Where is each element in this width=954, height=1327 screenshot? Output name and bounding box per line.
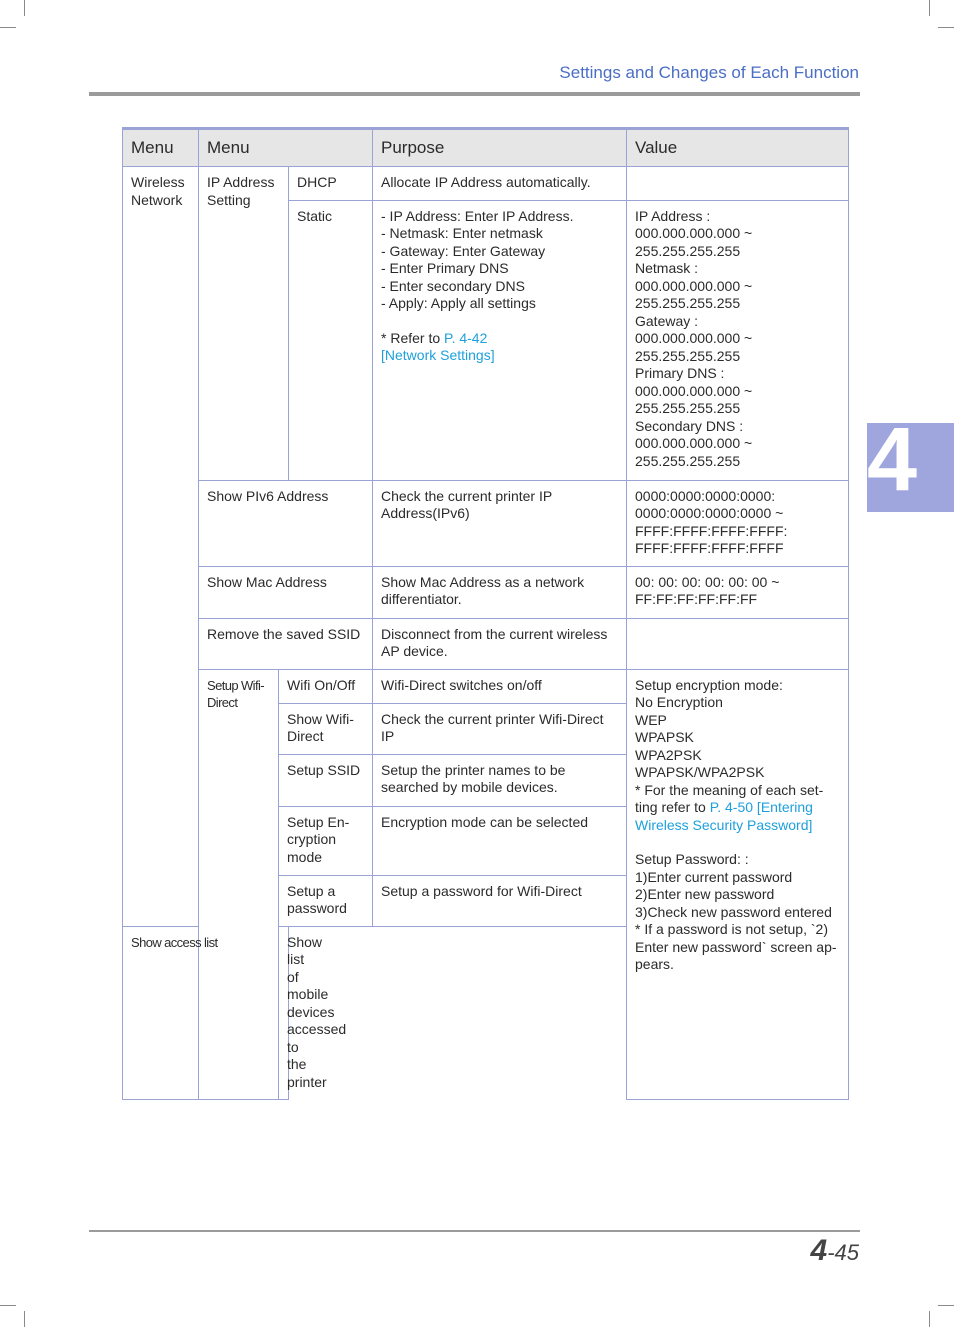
dhcp-value [627, 167, 849, 201]
wifi-password-note: * If a password is not setup, `2) Enter new password` screen ap-pears. [635, 921, 837, 972]
setup-encryption-purpose: Encryption mode can be selected [373, 806, 627, 875]
static-purpose-line: - Netmask: Enter netmask [381, 225, 543, 241]
setup-password-purpose: Setup a password for Wifi-Direct [373, 875, 627, 926]
crop-mark [0, 1305, 16, 1306]
crop-mark [938, 1305, 954, 1306]
setup-password-label: Setup a password [279, 875, 373, 926]
show-access-list-purpose: Show list of mobile devices accessed to the printer [279, 926, 289, 1100]
static-value-line: 255.255.255.255 [635, 242, 741, 259]
static-value-line: 000.000.000.000 ~ [635, 382, 753, 399]
chapter-tab [867, 423, 954, 512]
ipv6-value-line: 0000:0000:0000:0000: [635, 487, 776, 504]
wireless-network-cell: Wireless Network [123, 167, 199, 927]
mac-value [627, 566, 849, 618]
remove-ssid-label: Remove the saved SSID [199, 618, 373, 669]
wifi-value-line: Setup encryption mode: [635, 676, 783, 693]
wifi-value-line: WPAPSK [635, 729, 694, 745]
wifi-value-note: * For the meaning of each set-ting refer to [635, 781, 824, 815]
static-value-line: 000.000.000.000 ~ [635, 277, 753, 294]
mac-value-line: FF:FF:FF:FF:FF:FF [635, 591, 758, 607]
static-value-line: Secondary DNS : [635, 417, 744, 434]
static-value-line: Gateway : [635, 312, 699, 329]
wifi-password-line: 1)Enter current password [635, 868, 793, 885]
wifi-password-line: 2)Enter new password [635, 886, 775, 902]
static-value-line: 000.000.000.000 ~ [635, 435, 753, 451]
ipv6-value-line: 0000:0000:0000:0000 ~ [635, 505, 784, 521]
footer-rule [89, 1230, 860, 1232]
setup-ssid-purpose: Setup the printer names to be searched by mobile devices. [373, 754, 627, 806]
crop-mark [938, 27, 954, 28]
static-purpose-line: - Apply: Apply all settings [381, 295, 536, 311]
static-label: Static [289, 200, 373, 480]
wifi-value-line: WEP [635, 711, 667, 728]
settings-table [122, 127, 849, 1100]
remove-ssid-value [627, 618, 849, 669]
show-wifi-direct-purpose: Check the current printer Wifi-Direct IP [373, 703, 627, 754]
wifi-password-line: 3)Check new password entered [635, 903, 832, 920]
remove-ssid-purpose: Disconnect from the current wireless AP device. [373, 618, 627, 669]
header-menu-2: Menu [199, 129, 373, 167]
static-value-line: 000.000.000.000 ~ [635, 330, 753, 346]
static-purpose-line: - Enter secondary DNS [381, 277, 525, 294]
setup-ssid-label: Setup SSID [279, 754, 373, 806]
mac-label: Show Mac Address [199, 566, 373, 618]
static-value-line: IP Address : [635, 207, 711, 224]
wifi-password-line: Setup Password: : [635, 851, 749, 867]
chapter-tab-number: 4 [867, 423, 918, 510]
ipv6-purpose: Check the current printer IP Address(IPv6) [373, 480, 627, 566]
crop-mark [0, 27, 16, 28]
static-value-line: 255.255.255.255 [635, 347, 741, 364]
header-purpose: Purpose [373, 129, 627, 167]
static-purpose-line: - Enter Primary DNS [381, 260, 509, 276]
crop-mark [929, 0, 930, 16]
static-value-line: Netmask : [635, 260, 699, 276]
static-purpose [373, 200, 627, 480]
wifi-value-line: WPAPSK/WPA2PSK [635, 764, 765, 780]
wifi-value-line: WPA2PSK [635, 746, 702, 763]
ipv6-value-line: FFFF:FFFF:FFFF:FFFF [635, 540, 784, 556]
static-purpose-line: - Gateway: Enter Gateway [381, 242, 546, 259]
refer-link-page[interactable]: P. 4-42 [444, 329, 488, 346]
crop-mark [24, 0, 25, 16]
header-rule [89, 92, 860, 96]
static-value-line: 255.255.255.255 [635, 452, 741, 469]
wifi-direct-label: Setup Wifi-Direct [199, 669, 279, 1100]
ip-setting-cell: IP Address Setting [199, 167, 289, 481]
mac-value-line: 00: 00: 00: 00: 00: 00 ~ [635, 573, 780, 590]
static-value [627, 200, 849, 480]
static-value-line: 255.255.255.255 [635, 400, 741, 416]
table-header-row [123, 129, 849, 167]
static-purpose-line: - IP Address: Enter IP Address. [381, 207, 574, 224]
static-value-line: 255.255.255.255 [635, 295, 741, 311]
ipv6-label: Show PIv6 Address [199, 480, 373, 566]
table-row [123, 566, 849, 618]
header-menu-1: Menu [123, 129, 199, 167]
dhcp-purpose: Allocate IP Address automatically. [373, 167, 627, 201]
page-chapter: 4 [810, 1234, 828, 1267]
refer-text: * Refer to [381, 329, 445, 346]
static-value-line: Primary DNS : [635, 365, 725, 381]
wifi-value-line: No Encryption [635, 694, 723, 710]
ipv6-value-line: FFFF:FFFF:FFFF:FFFF: [635, 522, 788, 539]
wifi-direct-value [627, 669, 849, 1100]
wifi-onoff-label: Wifi On/Off [279, 669, 373, 703]
wifi-security-link[interactable]: P. 4-50 [Entering Wireless Security Password] [635, 799, 813, 833]
setup-encryption-label: Setup En-cryption mode [279, 806, 373, 875]
ipv6-value [627, 480, 849, 566]
static-value-line: 000.000.000.000 ~ [635, 225, 753, 241]
wifi-onoff-purpose: Wifi-Direct switches on/off [373, 669, 627, 703]
page-header-title: Settings and Changes of Each Function [559, 63, 859, 82]
mac-purpose: Show Mac Address as a network differentiator. [373, 566, 627, 618]
crop-mark [24, 1311, 25, 1327]
table-row [123, 618, 849, 669]
page-index: -45 [827, 1240, 859, 1265]
table-row [123, 480, 849, 566]
show-wifi-direct-label: Show Wifi-Direct [279, 703, 373, 754]
table-row [123, 669, 849, 703]
dhcp-label: DHCP [289, 167, 373, 201]
refer-link-network-settings[interactable]: [Network Settings] [381, 347, 495, 363]
crop-mark [929, 1311, 930, 1327]
page-number [811, 1234, 859, 1268]
show-access-list-label: Show access list [123, 926, 279, 1100]
header-value: Value [627, 129, 849, 167]
table-row [123, 167, 849, 201]
